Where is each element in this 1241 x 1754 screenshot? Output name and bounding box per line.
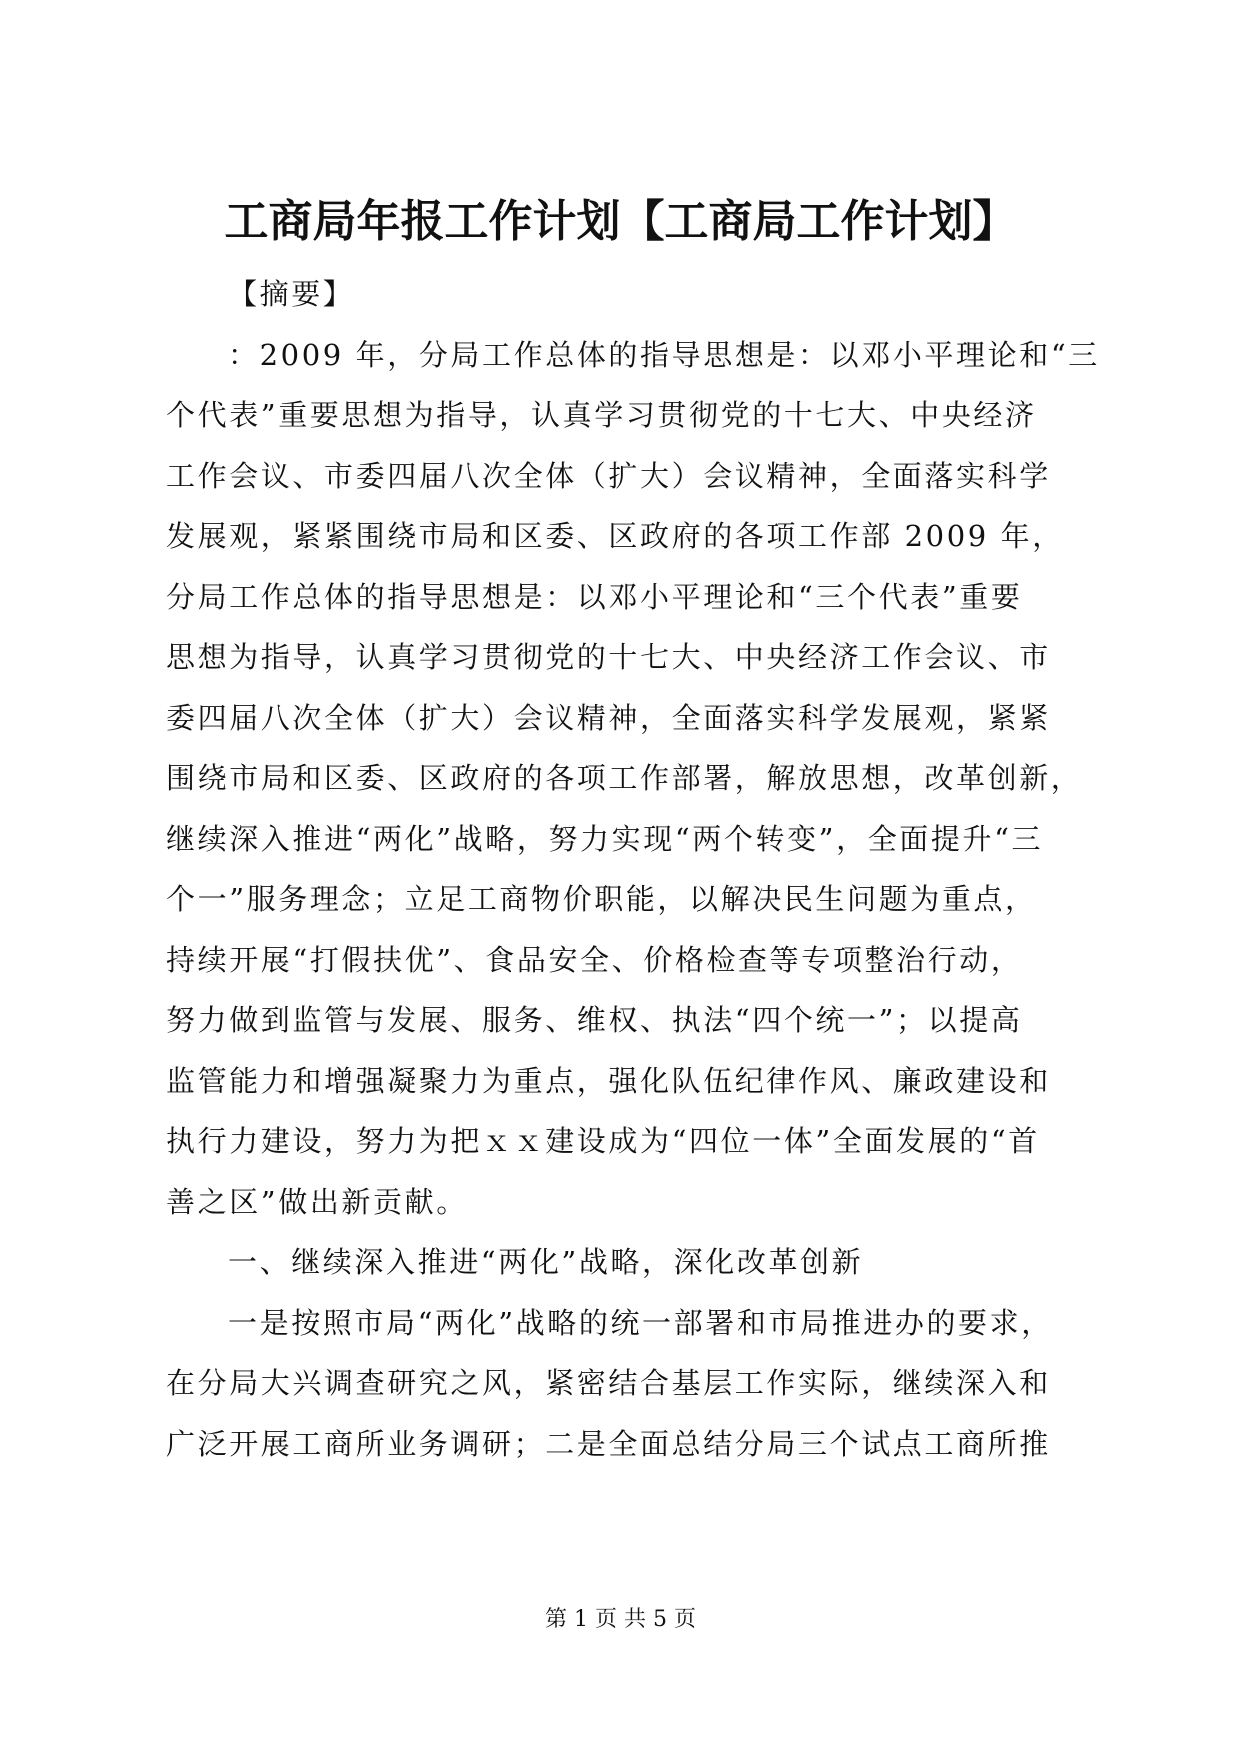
document-body <box>166 264 1100 1474</box>
body-line: 工作会议、市委四届八次全体（扩大）会议精神，全面落实科学 <box>166 458 1051 493</box>
body-line: ：2009 年，分局工作总体的指导思想是：以邓小平理论和“三 <box>228 337 1100 372</box>
body-line: 监管能力和增强凝聚力为重点，强化队伍纪律作风、廉政建设和 <box>166 1063 1051 1098</box>
body-line: 努力做到监管与发展、服务、维权、执法“四个统一”；以提高 <box>166 1003 1023 1037</box>
body-line: 思想为指导，认真学习贯彻党的十七大、中央经济工作会议、市 <box>166 640 1051 674</box>
document-title: 工商局年报工作计划【工商局工作计划】 <box>224 196 1017 247</box>
body-line: 个一”服务理念；立足工商物价职能，以解决民生问题为重点， <box>166 882 1037 916</box>
body-line: 广泛开展工商所业务调研；二是全面总结分局三个试点工商所推 <box>166 1426 1051 1461</box>
body-line: 委四届八次全体（扩大）会议精神，全面落实科学发展观，紧紧 <box>166 700 1051 735</box>
body-line: 围绕市局和区委、区政府的各项工作部署，解放思想，改革创新， <box>166 761 1083 795</box>
body-line: 继续深入推进“两化”战略，努力实现“两个转变”，全面提升“三 <box>166 821 1044 856</box>
body-line: 善之区”做出新贡献。 <box>166 1184 468 1219</box>
page-footer: 第 1 页 共 5 页 <box>545 1607 696 1632</box>
body-line: 在分局大兴调查研究之风，紧密结合基层工作实际，继续深入和 <box>166 1366 1051 1400</box>
body-line: 执行力建设，努力为把ｘｘ建设成为“四位一体”全面发展的“首 <box>166 1124 1040 1158</box>
body-line: 【摘要】 <box>228 277 355 311</box>
body-line: 持续开展“打假扶优”、食品安全、价格检查等专项整治行动， <box>166 942 1023 977</box>
body-line: 个代表”重要思想为指导，认真学习贯彻党的十七大、中央经济 <box>166 398 1037 432</box>
body-line: 一、继续深入推进“两化”战略，深化改革创新 <box>228 1245 864 1279</box>
body-line: 发展观，紧紧围绕市局和区委、区政府的各项工作部 2009 年， <box>166 519 1064 553</box>
body-line: 分局工作总体的指导思想是：以邓小平理论和“三个代表”重要 <box>166 579 1023 614</box>
body-line: 一是按照市局“两化”战略的统一部署和市局推进办的要求， <box>228 1305 1053 1340</box>
